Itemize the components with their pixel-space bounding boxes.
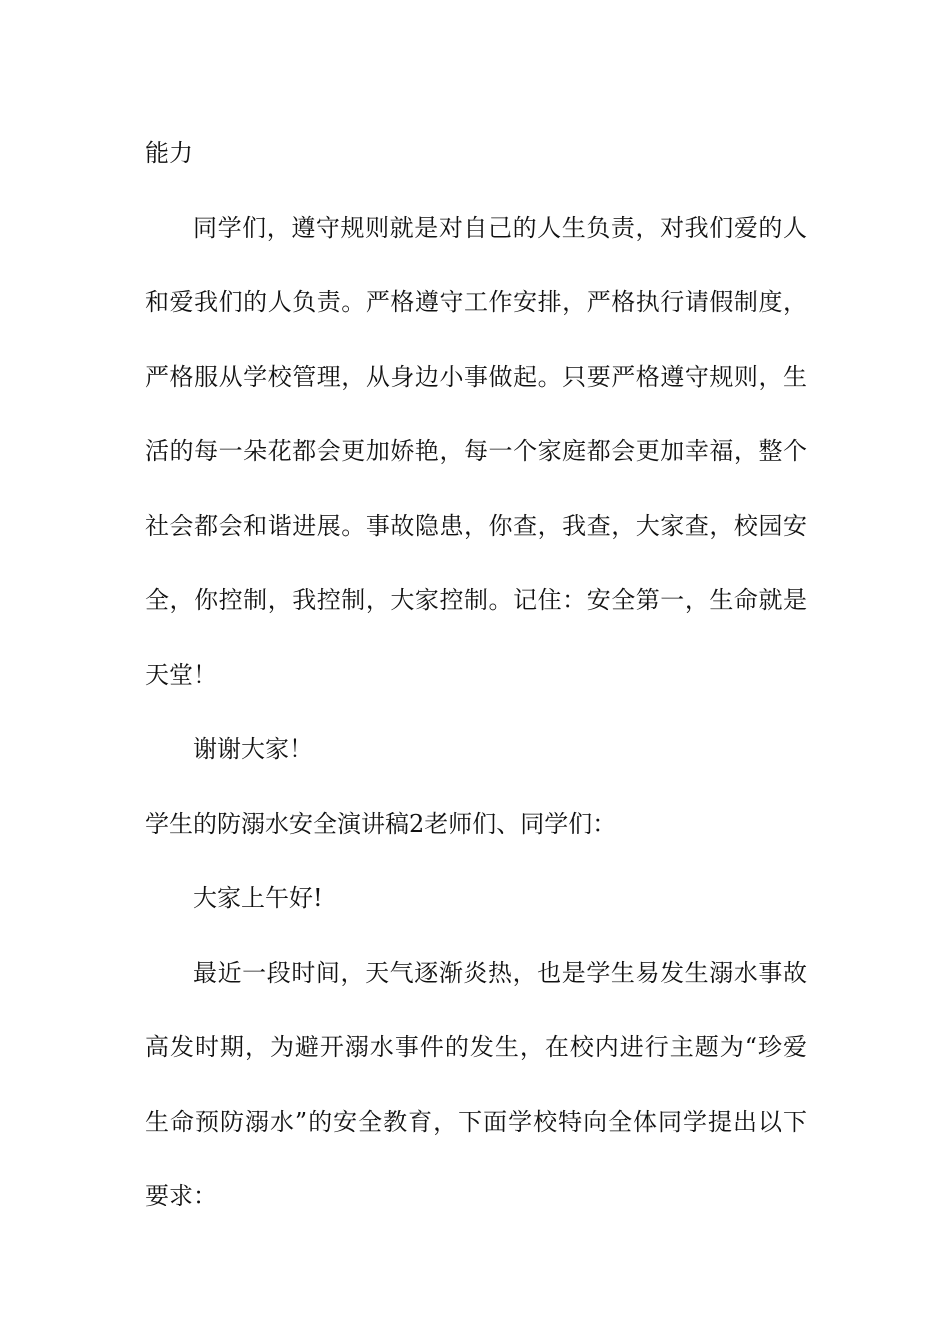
- text-line: 活的每一朵花都会更加娇艳，每一个家庭都会更加幸福，整个: [145, 437, 807, 465]
- text-line: 严格服从学校管理，从身边小事做起。只要严格遵守规则，生: [145, 362, 807, 391]
- text-line: 能力: [145, 139, 193, 167]
- text-line: 和爱我们的人负责。严格遵守工作安排，严格执行请假制度，: [145, 288, 807, 316]
- document-body: [145, 116, 807, 1234]
- text-line: 谢谢大家！: [193, 735, 313, 763]
- text-line: 天堂！: [145, 660, 217, 689]
- text-line: 大家上午好!: [193, 884, 323, 912]
- text-line: 生命预防溺水”的安全教育，下面学校特向全体同学提出以下: [145, 1107, 807, 1136]
- section-heading: 学生的防溺水安全演讲稿2老师们、同学们：: [145, 809, 617, 838]
- text-line: 要求：: [145, 1182, 217, 1210]
- text-line: 同学们，遵守规则就是对自己的人生负责，对我们爱的人: [193, 213, 807, 242]
- text-line: 全，你控制，我控制，大家控制。记住：安全第一，生命就是: [145, 586, 807, 614]
- text-line: 社会都会和谐进展。事故隐患，你查，我查，大家查，校园安: [145, 511, 807, 540]
- text-line: 高发时期，为避开溺水事件的发生，在校内进行主题为“珍爱: [145, 1033, 807, 1061]
- text-line: 最近一段时间，天气逐渐炎热，也是学生易发生溺水事故: [193, 958, 807, 987]
